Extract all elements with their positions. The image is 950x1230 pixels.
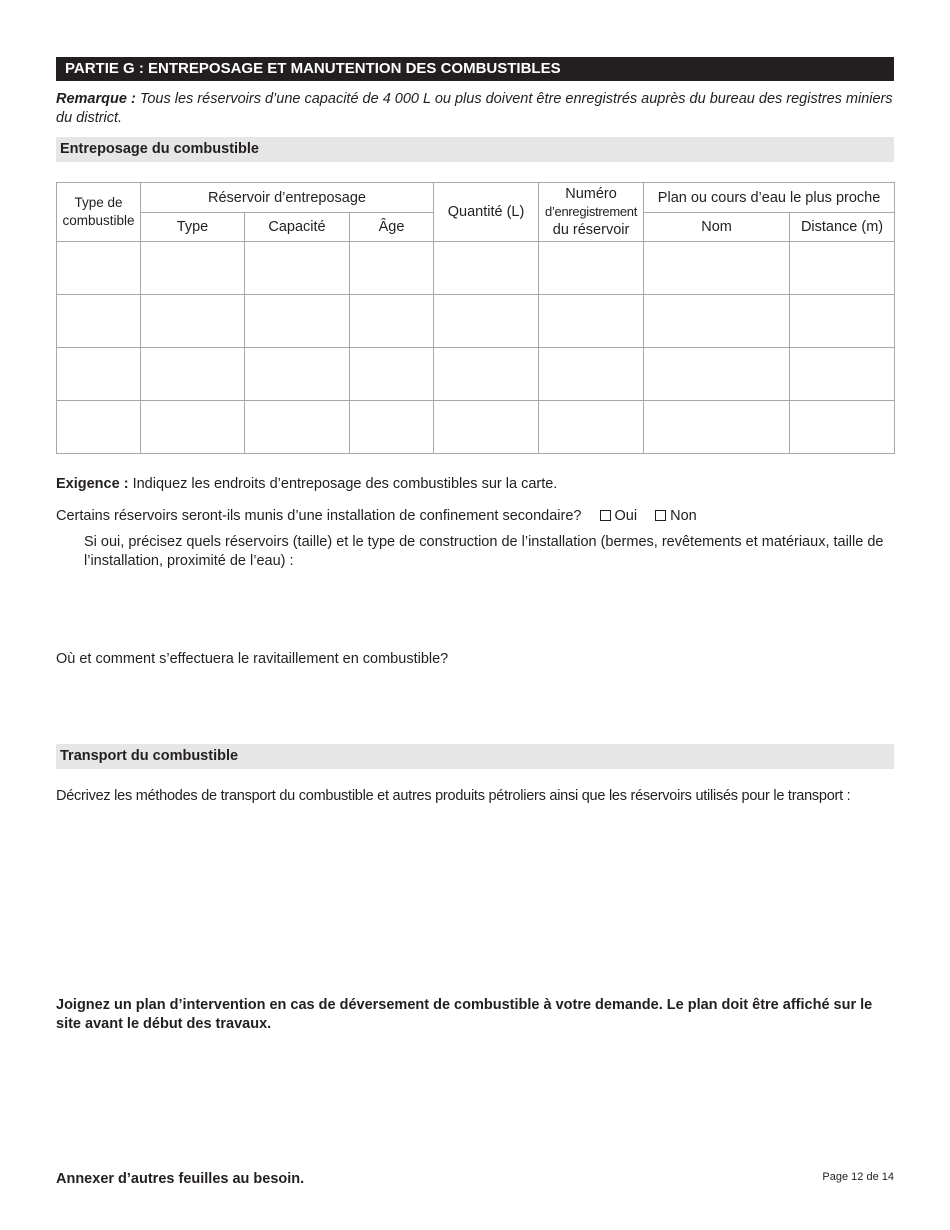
containment-question: Certains réservoirs seront-ils munis d’une installation de confinement secondaire?: [56, 508, 582, 524]
refuel-answer-area[interactable]: [56, 672, 894, 738]
cell-fuel-type[interactable]: [57, 295, 141, 348]
yes-option[interactable]: [600, 508, 638, 524]
header-tank-type: Type: [141, 213, 245, 242]
cell-tank-capacity[interactable]: [245, 242, 350, 295]
cell-tank-age[interactable]: [350, 295, 434, 348]
header-water-distance: Distance (m): [790, 213, 895, 242]
containment-answer-area[interactable]: [84, 575, 894, 645]
cell-tank-capacity[interactable]: [245, 295, 350, 348]
cell-registration-number[interactable]: [539, 242, 644, 295]
cell-water-distance[interactable]: [790, 295, 895, 348]
cell-tank-age[interactable]: [350, 348, 434, 401]
cell-water-distance[interactable]: [790, 348, 895, 401]
header-tank-age: Âge: [350, 213, 434, 242]
page-number: Page 12 de 14: [822, 1171, 894, 1183]
remark-note: [56, 90, 894, 128]
table-row: [57, 348, 895, 401]
cell-tank-capacity[interactable]: [245, 401, 350, 454]
header-fuel-type: Type de combustible: [57, 183, 141, 242]
yes-label: Oui: [614, 508, 638, 524]
header-registration-number: [539, 183, 644, 242]
cell-quantity[interactable]: [434, 242, 539, 295]
transport-question: Décrivez les méthodes de transport du combustible et autres produits pétroliers ainsi que les réservoirs utilisés pour le transport :: [56, 788, 851, 804]
registration-line-2: d’enregistrement: [545, 204, 638, 219]
attach-note: Annexer d’autres feuilles au besoin.: [56, 1171, 305, 1187]
cell-registration-number[interactable]: [539, 348, 644, 401]
cell-tank-age[interactable]: [350, 242, 434, 295]
containment-question-row: [56, 507, 697, 526]
storage-section-title: Entreposage du combustible: [56, 137, 894, 162]
requirement: [56, 475, 557, 494]
remark-label: Remarque :: [56, 91, 136, 107]
table-row: [57, 295, 895, 348]
fuel-storage-table: [56, 182, 895, 454]
yes-checkbox[interactable]: [600, 510, 611, 521]
cell-tank-capacity[interactable]: [245, 348, 350, 401]
spill-plan-instruction: Joignez un plan d’intervention en cas de déversement de combustible à votre demande. Le plan doit être affiché sur le site avant le début des travaux.: [56, 997, 873, 1032]
header-nearest-water: Plan ou cours d’eau le plus proche: [644, 183, 895, 213]
no-checkbox[interactable]: [655, 510, 666, 521]
cell-tank-age[interactable]: [350, 401, 434, 454]
registration-line-1: Numéro: [565, 186, 617, 202]
cell-tank-type[interactable]: [141, 295, 245, 348]
cell-quantity[interactable]: [434, 348, 539, 401]
cell-fuel-type[interactable]: [57, 242, 141, 295]
cell-tank-type[interactable]: [141, 401, 245, 454]
cell-registration-number[interactable]: [539, 401, 644, 454]
header-tank-capacity: Capacité: [245, 213, 350, 242]
cell-water-distance[interactable]: [790, 242, 895, 295]
cell-water-name[interactable]: [644, 401, 790, 454]
cell-quantity[interactable]: [434, 295, 539, 348]
header-water-name: Nom: [644, 213, 790, 242]
cell-tank-type[interactable]: [141, 242, 245, 295]
cell-tank-type[interactable]: [141, 348, 245, 401]
no-option[interactable]: [655, 508, 697, 524]
requirement-label: Exigence :: [56, 476, 129, 492]
part-g-header: PARTIE G : ENTREPOSAGE ET MANUTENTION DES COMBUSTIBLES: [56, 57, 894, 81]
cell-water-name[interactable]: [644, 295, 790, 348]
cell-water-name[interactable]: [644, 348, 790, 401]
cell-water-distance[interactable]: [790, 401, 895, 454]
remark-text: Tous les réservoirs d’une capacité de 4 000 L ou plus doivent être enregistrés auprès du bureau des registres miniers du district.: [56, 91, 893, 126]
no-label: Non: [670, 508, 697, 524]
cell-fuel-type[interactable]: [57, 401, 141, 454]
refuel-question: Où et comment s’effectuera le ravitaillement en combustible?: [56, 651, 449, 667]
table-row: [57, 401, 895, 454]
header-quantity: Quantité (L): [434, 183, 539, 242]
containment-followup: Si oui, précisez quels réservoirs (taille) et le type de construction de l’installation (bermes, revêtements et matériaux, taille de l’installation, proximité de l’eau) :: [84, 534, 884, 569]
requirement-text: Indiquez les endroits d’entreposage des combustibles sur la carte.: [132, 476, 558, 492]
header-storage-tank: Réservoir d’entreposage: [141, 183, 434, 213]
cell-fuel-type[interactable]: [57, 348, 141, 401]
cell-water-name[interactable]: [644, 242, 790, 295]
cell-registration-number[interactable]: [539, 295, 644, 348]
registration-line-3: du réservoir: [552, 222, 630, 238]
cell-quantity[interactable]: [434, 401, 539, 454]
table-row: [57, 242, 895, 295]
transport-answer-area[interactable]: [56, 812, 894, 987]
transport-section-title: Transport du combustible: [56, 744, 894, 769]
